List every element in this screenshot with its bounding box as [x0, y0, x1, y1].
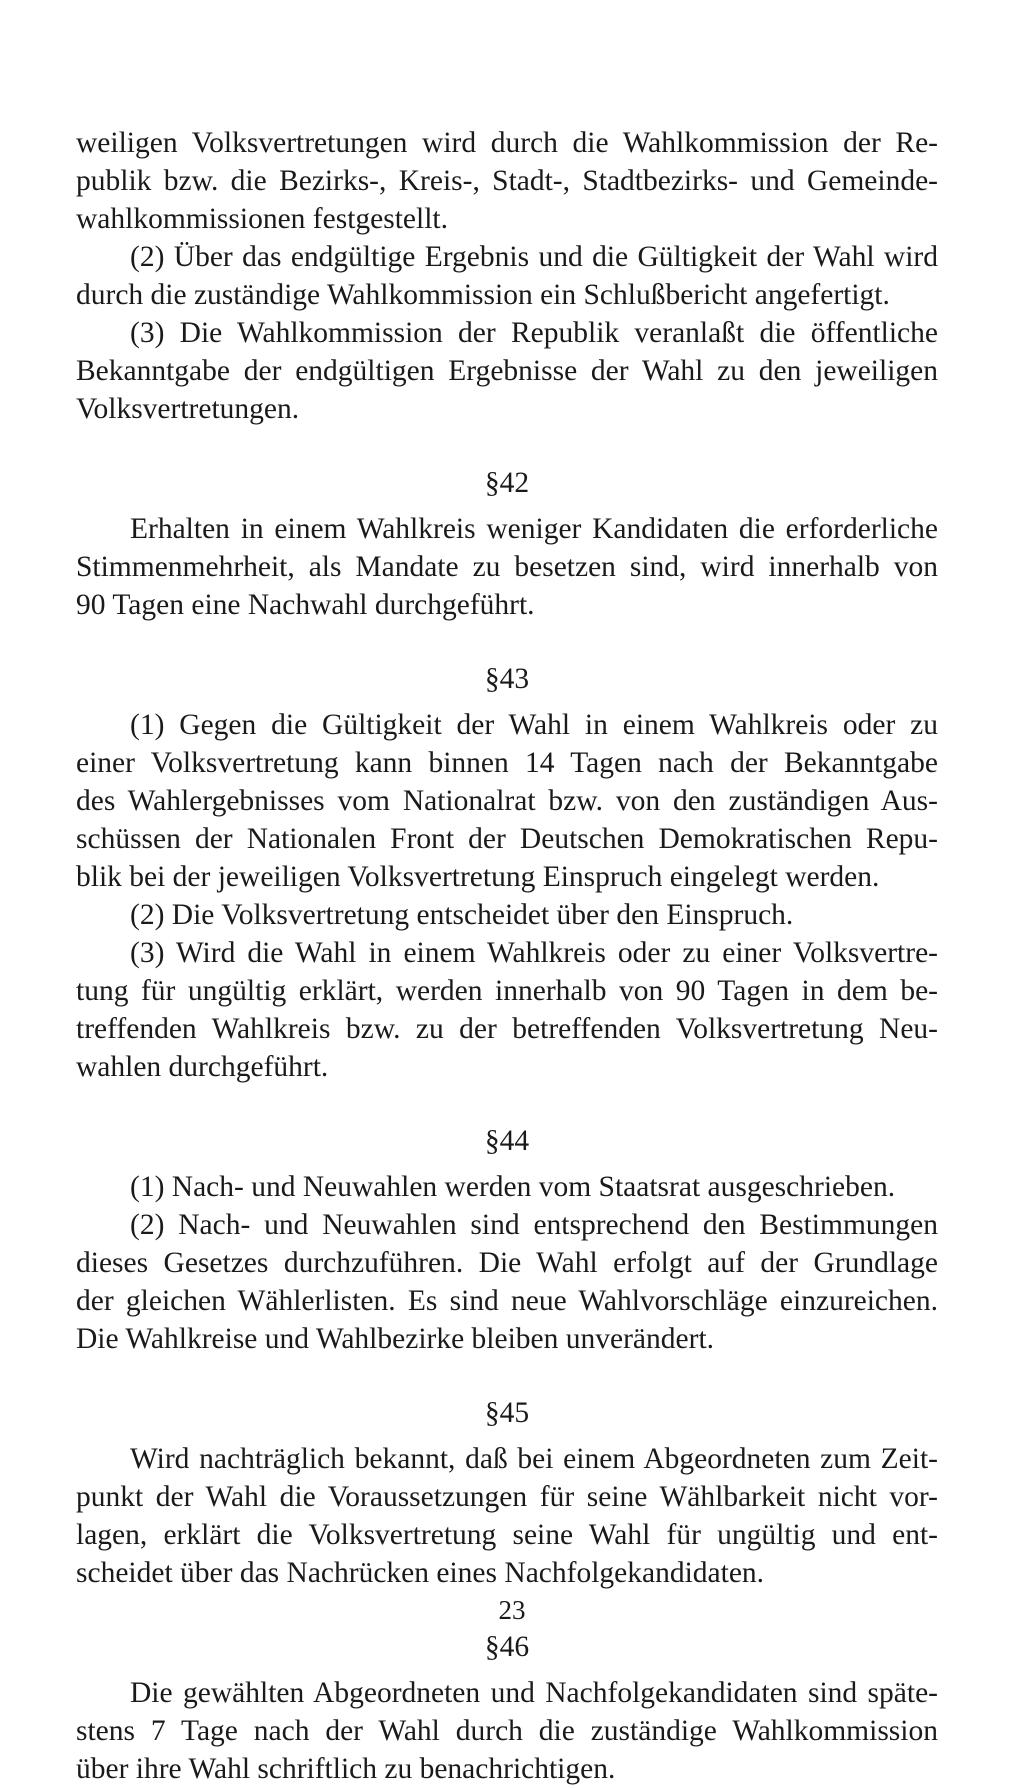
section-46-paragraph [76, 1674, 938, 1788]
text-line: (3) Die Wahlkommission der Republik veranlaßt die öffentliche [130, 317, 938, 349]
text-line: der gleichen Wählerlisten. Es sind neue Wahlvorschläge einzureichen. [76, 1285, 938, 1317]
text-line: (2) Über das endgültige Ergebnis und die Gültigkeit der Wahl wird [130, 241, 938, 273]
text-line: einer Volksvertretung kann binnen 14 Tagen nach der Bekanntgabe [76, 747, 938, 779]
text-line: stens 7 Tage nach der Wahl durch die zuständige Wahlkommission [76, 1715, 938, 1747]
text-line: (1) Gegen die Gültigkeit der Wahl in einem Wahlkreis oder zu [130, 709, 938, 741]
text-line: tung für ungültig erklärt, werden innerhalb von 90 Tagen in dem be- [76, 975, 938, 1007]
intro-paragraph-2 [76, 238, 938, 314]
text-line: (1) Nach- und Neuwahlen werden vom Staatsrat ausgeschrieben. [130, 1171, 896, 1203]
section-42-paragraph [76, 510, 938, 624]
text-line: Volksvertretungen. [76, 393, 300, 425]
section-44-paragraph-2 [76, 1206, 938, 1358]
text-line: (2) Nach- und Neuwahlen sind entsprechend den Bestimmungen [130, 1209, 938, 1241]
text-line: des Wahlergebnisses vom Nationalrat bzw. von den zuständigen Aus- [76, 785, 938, 817]
text-line: schüssen der Nationalen Front der Deutschen Demokratischen Repu- [76, 823, 938, 855]
text-line: Wird nachträglich bekannt, daß bei einem Abgeordneten zum Zeit- [130, 1443, 938, 1475]
text-line: blik bei der jeweiligen Volksvertretung Einspruch eingelegt werden. [76, 861, 880, 893]
section-43-paragraph-1 [76, 706, 938, 896]
section-heading-42: §42 [484, 467, 530, 499]
page-body [76, 124, 938, 1788]
section-43-paragraph-3 [76, 934, 938, 1086]
text-line: Stimmenmehrheit, als Mandate zu besetzen sind, wird innerhalb von [76, 551, 938, 583]
text-line: Bekanntgabe der endgültigen Ergebnisse der Wahl zu den jeweiligen [76, 355, 938, 387]
page-number: 23 [498, 1595, 526, 1625]
text-line: weiligen Volksvertretungen wird durch die Wahlkommission der Re- [76, 127, 938, 159]
text-line: 90 Tagen eine Nachwahl durchgeführt. [76, 589, 535, 621]
section-44-paragraph-1 [76, 1168, 938, 1206]
intro-paragraph-3 [76, 314, 938, 428]
text-line: über ihre Wahl schriftlich zu benachrichtigen. [76, 1753, 616, 1785]
text-line: durch die zuständige Wahlkommission ein Schlußbericht angefertigt. [76, 279, 890, 311]
section-43-paragraph-2 [76, 896, 938, 934]
text-line: wahlen durchgeführt. [76, 1051, 329, 1083]
text-line: lagen, erklärt die Volksvertretung seine Wahl für ungültig und ent- [76, 1519, 938, 1551]
text-line: (2) Die Volksvertretung entscheidet über den Einspruch. [130, 899, 794, 931]
intro-paragraph-1 [76, 124, 938, 238]
text-line: treffenden Wahlkreis bzw. zu der betreffenden Volksvertretung Neu- [76, 1013, 938, 1045]
text-line: dieses Gesetzes durchzuführen. Die Wahl erfolgt auf der Grundlage [76, 1247, 938, 1279]
text-line: (3) Wird die Wahl in einem Wahlkreis oder zu einer Volksvertre- [130, 937, 938, 969]
section-45-paragraph [76, 1440, 938, 1592]
section-heading-43: §43 [484, 663, 530, 695]
section-heading-44: §44 [484, 1125, 530, 1157]
text-line: publik bzw. die Bezirks-, Kreis-, Stadt-, Stadtbezirks- und Gemeinde- [76, 165, 938, 197]
section-heading-45: §45 [484, 1397, 530, 1429]
text-line: scheidet über das Nachrücken eines Nachfolgekandidaten. [76, 1557, 765, 1589]
text-line: Die gewählten Abgeordneten und Nachfolgekandidaten sind späte- [130, 1677, 938, 1709]
text-line: Die Wahlkreise und Wahlbezirke bleiben unverändert. [76, 1323, 715, 1355]
text-line: punkt der Wahl die Voraussetzungen für seine Wählbarkeit nicht vor- [76, 1481, 938, 1513]
section-heading-46: §46 [484, 1631, 530, 1663]
text-line: wahlkommissionen festgestellt. [76, 203, 448, 235]
text-line: Erhalten in einem Wahlkreis weniger Kandidaten die erforderliche [130, 513, 938, 545]
